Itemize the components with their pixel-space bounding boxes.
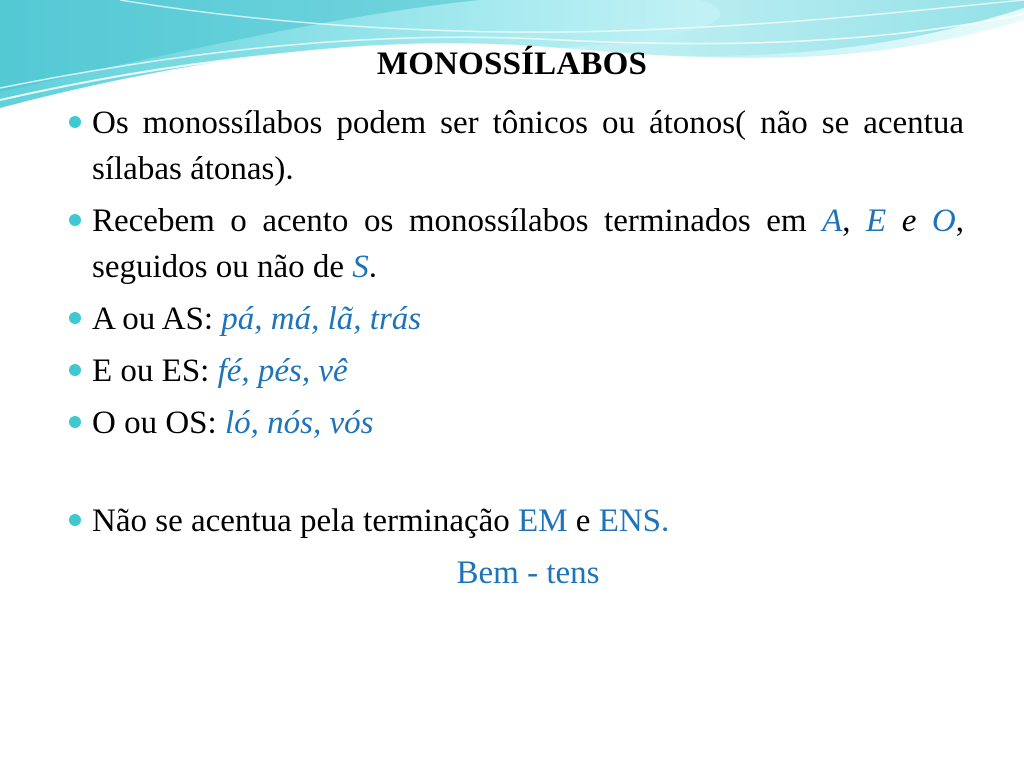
list-item-4	[66, 348, 964, 394]
period: .	[368, 249, 378, 285]
item-examples: pá, má, lã, trás	[221, 301, 422, 337]
list-item-5	[66, 400, 964, 446]
example-line: Bem - tens	[456, 555, 600, 591]
slide-title	[0, 46, 1024, 83]
item-text: , seguidos ou não de	[92, 203, 964, 285]
bullet-icon	[69, 514, 81, 526]
bullet-icon	[69, 116, 81, 128]
ending-ens: ENS.	[598, 503, 670, 539]
item-text: Os monossílabos podem ser tônicos ou átonos( não se acentua sílabas átonas).	[92, 105, 964, 187]
bullet-icon	[69, 416, 81, 428]
letter-a: A	[822, 203, 843, 239]
item-label: A ou AS:	[92, 301, 222, 337]
letter-s: S	[352, 249, 369, 285]
conjunction: e	[886, 203, 932, 239]
item-text: Não se acentua pela terminação	[92, 503, 519, 539]
list-item-2	[66, 198, 964, 290]
item-label: O ou OS:	[92, 405, 225, 441]
ending-em: EM	[518, 503, 568, 539]
letter-e: E	[866, 203, 887, 239]
list-item-6	[66, 498, 964, 544]
item-examples: ló, nós, vós	[224, 405, 374, 441]
spacer	[66, 452, 964, 498]
slide-title-text: MONOSSÍLABOS	[376, 46, 648, 82]
item-text: Recebem o acento os monossílabos terminados em	[92, 203, 823, 239]
comma: ,	[842, 203, 851, 239]
conjunction: e	[567, 503, 599, 539]
list-item-3	[66, 296, 964, 342]
bullet-icon	[69, 214, 81, 226]
letter-o: O	[931, 203, 956, 239]
item-label: E ou ES:	[92, 353, 218, 389]
bullet-icon	[69, 312, 81, 324]
slide-content	[66, 100, 964, 596]
list-item-1	[66, 100, 964, 192]
item-examples: fé, pés, vê	[217, 353, 348, 389]
bullet-icon	[69, 364, 81, 376]
